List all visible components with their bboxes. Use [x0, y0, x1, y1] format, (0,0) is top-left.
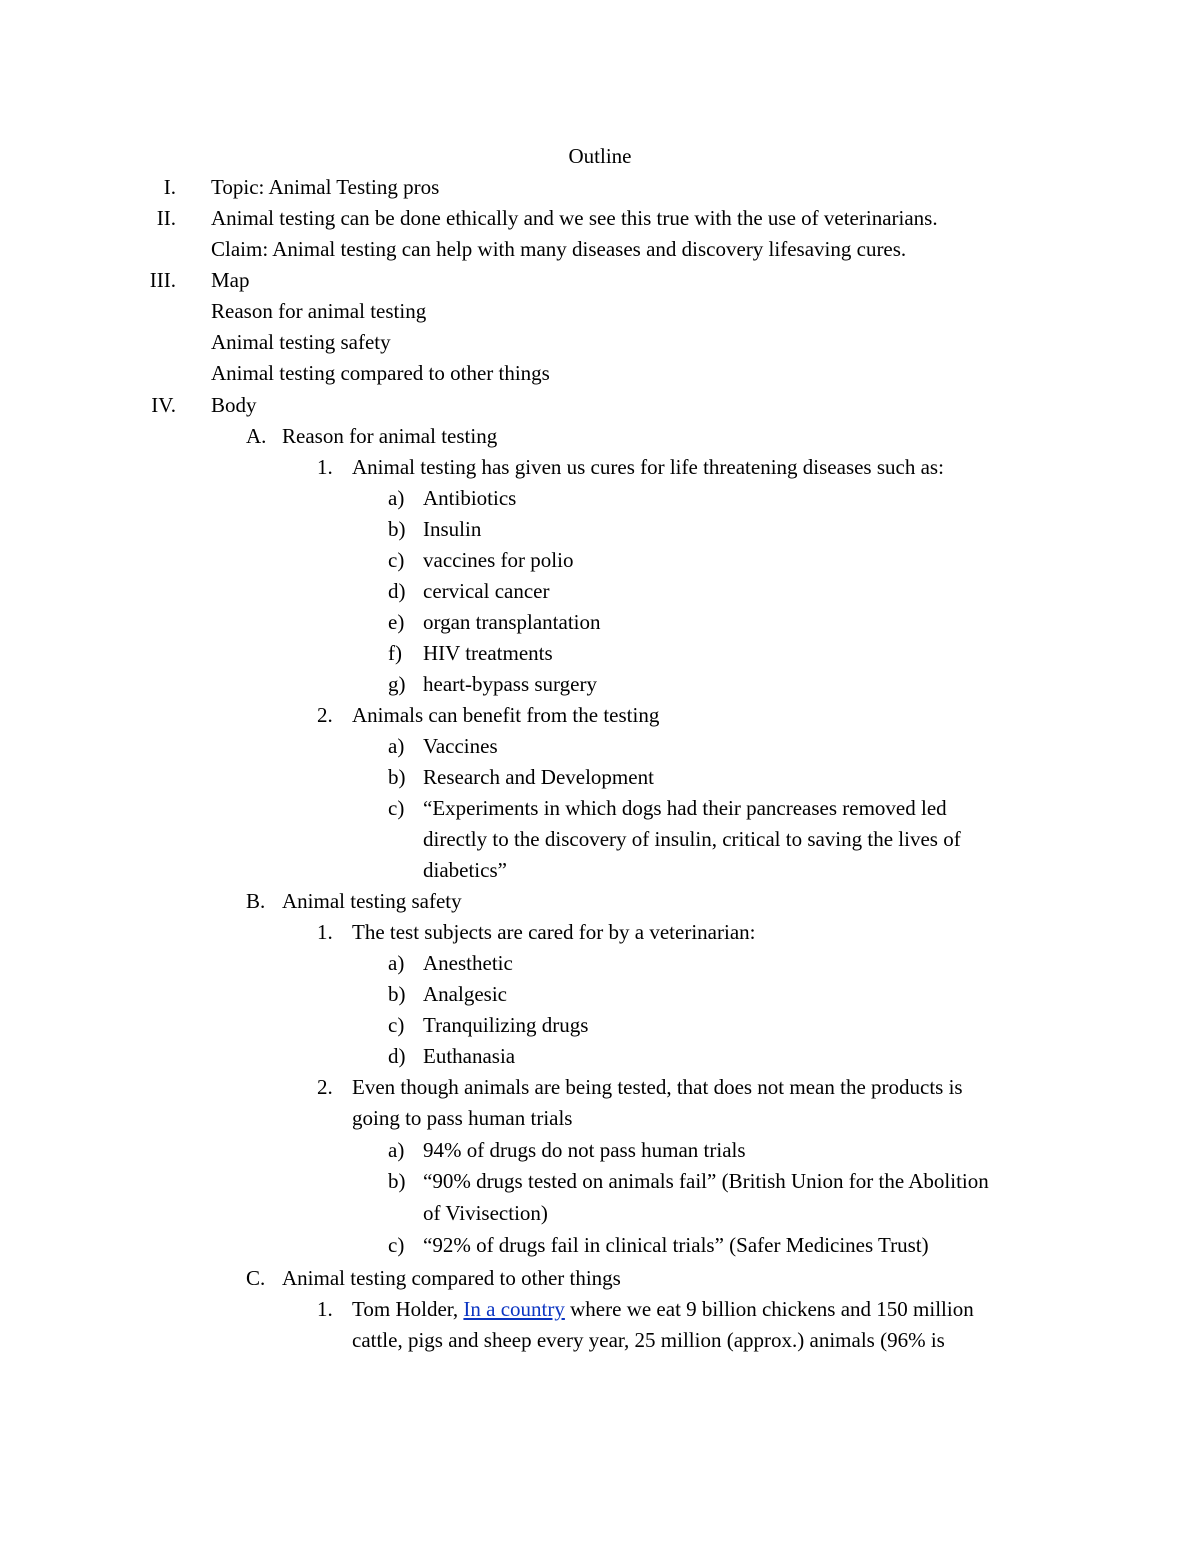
sub-item-text: Research and Development	[423, 765, 654, 789]
sub-item-marker: a)	[388, 1138, 405, 1162]
thesis-line: Animal testing can be done ethically and we see this true with the use of veterinarians.	[211, 206, 938, 230]
sub-item-marker: b)	[388, 982, 406, 1006]
sub-item-text: cervical cancer	[423, 579, 550, 603]
point-text: The test subjects are cared for by a veterinarian:	[352, 920, 756, 944]
sub-item-marker: d)	[388, 579, 406, 603]
page-title: Outline	[568, 144, 632, 168]
sub-item-marker: b)	[388, 1169, 406, 1193]
sub-item-text: 94% of drugs do not pass human trials	[423, 1138, 746, 1162]
roman-numeral-ii: II.	[156, 206, 176, 230]
point-number: 2.	[317, 703, 333, 727]
section-letter: A.	[246, 424, 267, 448]
sub-item-marker: e)	[388, 610, 405, 634]
map-item: Animal testing safety	[211, 330, 391, 354]
sub-item-text: vaccines for polio	[423, 548, 574, 572]
quote-text: directly to the discovery of insulin, critical to saving the lives of	[423, 827, 961, 851]
sub-item-marker: a)	[388, 734, 405, 758]
sub-item-text: Tranquilizing drugs	[423, 1013, 589, 1037]
sub-item-text: Euthanasia	[423, 1044, 516, 1068]
sub-item-text: Antibiotics	[423, 486, 517, 510]
map-item: Reason for animal testing	[211, 299, 427, 323]
sub-item-marker: c)	[388, 796, 405, 820]
body-heading: Body	[211, 393, 257, 417]
point-text: cattle, pigs and sheep every year, 25 million (approx.) animals (96% is	[352, 1328, 945, 1352]
roman-numeral-iii: III.	[149, 268, 176, 292]
claim-line: Claim: Animal testing can help with many diseases and discovery lifesaving cures.	[211, 237, 907, 261]
point-text-post: where we eat 9 billion chickens and 150 million	[564, 1297, 974, 1321]
section-heading: Reason for animal testing	[282, 424, 498, 448]
sub-item-text: Vaccines	[423, 734, 498, 758]
sub-item-text: heart-bypass surgery	[423, 672, 597, 696]
sub-item-marker: g)	[388, 672, 406, 696]
quote-text: diabetics”	[423, 858, 507, 882]
sub-item-marker: d)	[388, 1044, 406, 1068]
point-number: 1.	[317, 455, 333, 479]
section-letter: B.	[246, 889, 266, 913]
sub-item-text: of Vivisection)	[423, 1201, 548, 1225]
point-text-pre: Tom Holder,	[352, 1297, 464, 1321]
sub-item-marker: a)	[388, 486, 405, 510]
sub-item-text: “92% of drugs fail in clinical trials” (Safer Medicines Trust)	[423, 1233, 929, 1257]
section-heading: Animal testing compared to other things	[282, 1266, 621, 1290]
point-text: going to pass human trials	[352, 1106, 573, 1130]
sub-item-marker: c)	[388, 1233, 405, 1257]
sub-item-text: “90% drugs tested on animals fail” (British Union for the Abolition	[423, 1169, 989, 1193]
point-text: Animals can benefit from the testing	[352, 703, 660, 727]
section-heading: Animal testing safety	[282, 889, 462, 913]
roman-numeral-i: I.	[163, 175, 176, 199]
sub-item-text: HIV treatments	[423, 641, 553, 665]
in-a-country-link[interactable]: In a country	[463, 1297, 565, 1321]
sub-item-marker: c)	[388, 548, 405, 572]
quote-text: “Experiments in which dogs had their pancreases removed led	[423, 796, 947, 820]
map-item: Animal testing compared to other things	[211, 361, 550, 385]
point-text: Even though animals are being tested, that does not mean the products is	[352, 1075, 963, 1099]
sub-item-text: Insulin	[423, 517, 482, 541]
point-number: 1.	[317, 920, 333, 944]
point-text: Animal testing has given us cures for life threatening diseases such as:	[352, 455, 944, 479]
sub-item-marker: f)	[388, 641, 402, 665]
section-letter: C.	[246, 1266, 266, 1290]
point-number: 2.	[317, 1075, 333, 1099]
sub-item-text: Analgesic	[423, 982, 507, 1006]
point-text	[352, 1294, 974, 1325]
topic-line: Topic: Animal Testing pros	[211, 175, 440, 199]
map-heading: Map	[211, 268, 250, 292]
sub-item-text: organ transplantation	[423, 610, 601, 634]
sub-item-marker: c)	[388, 1013, 405, 1037]
sub-item-marker: b)	[388, 517, 406, 541]
point-number: 1.	[317, 1297, 333, 1321]
sub-item-marker: b)	[388, 765, 406, 789]
roman-numeral-iv: IV.	[151, 393, 176, 417]
sub-item-marker: a)	[388, 951, 405, 975]
sub-item-text: Anesthetic	[423, 951, 513, 975]
